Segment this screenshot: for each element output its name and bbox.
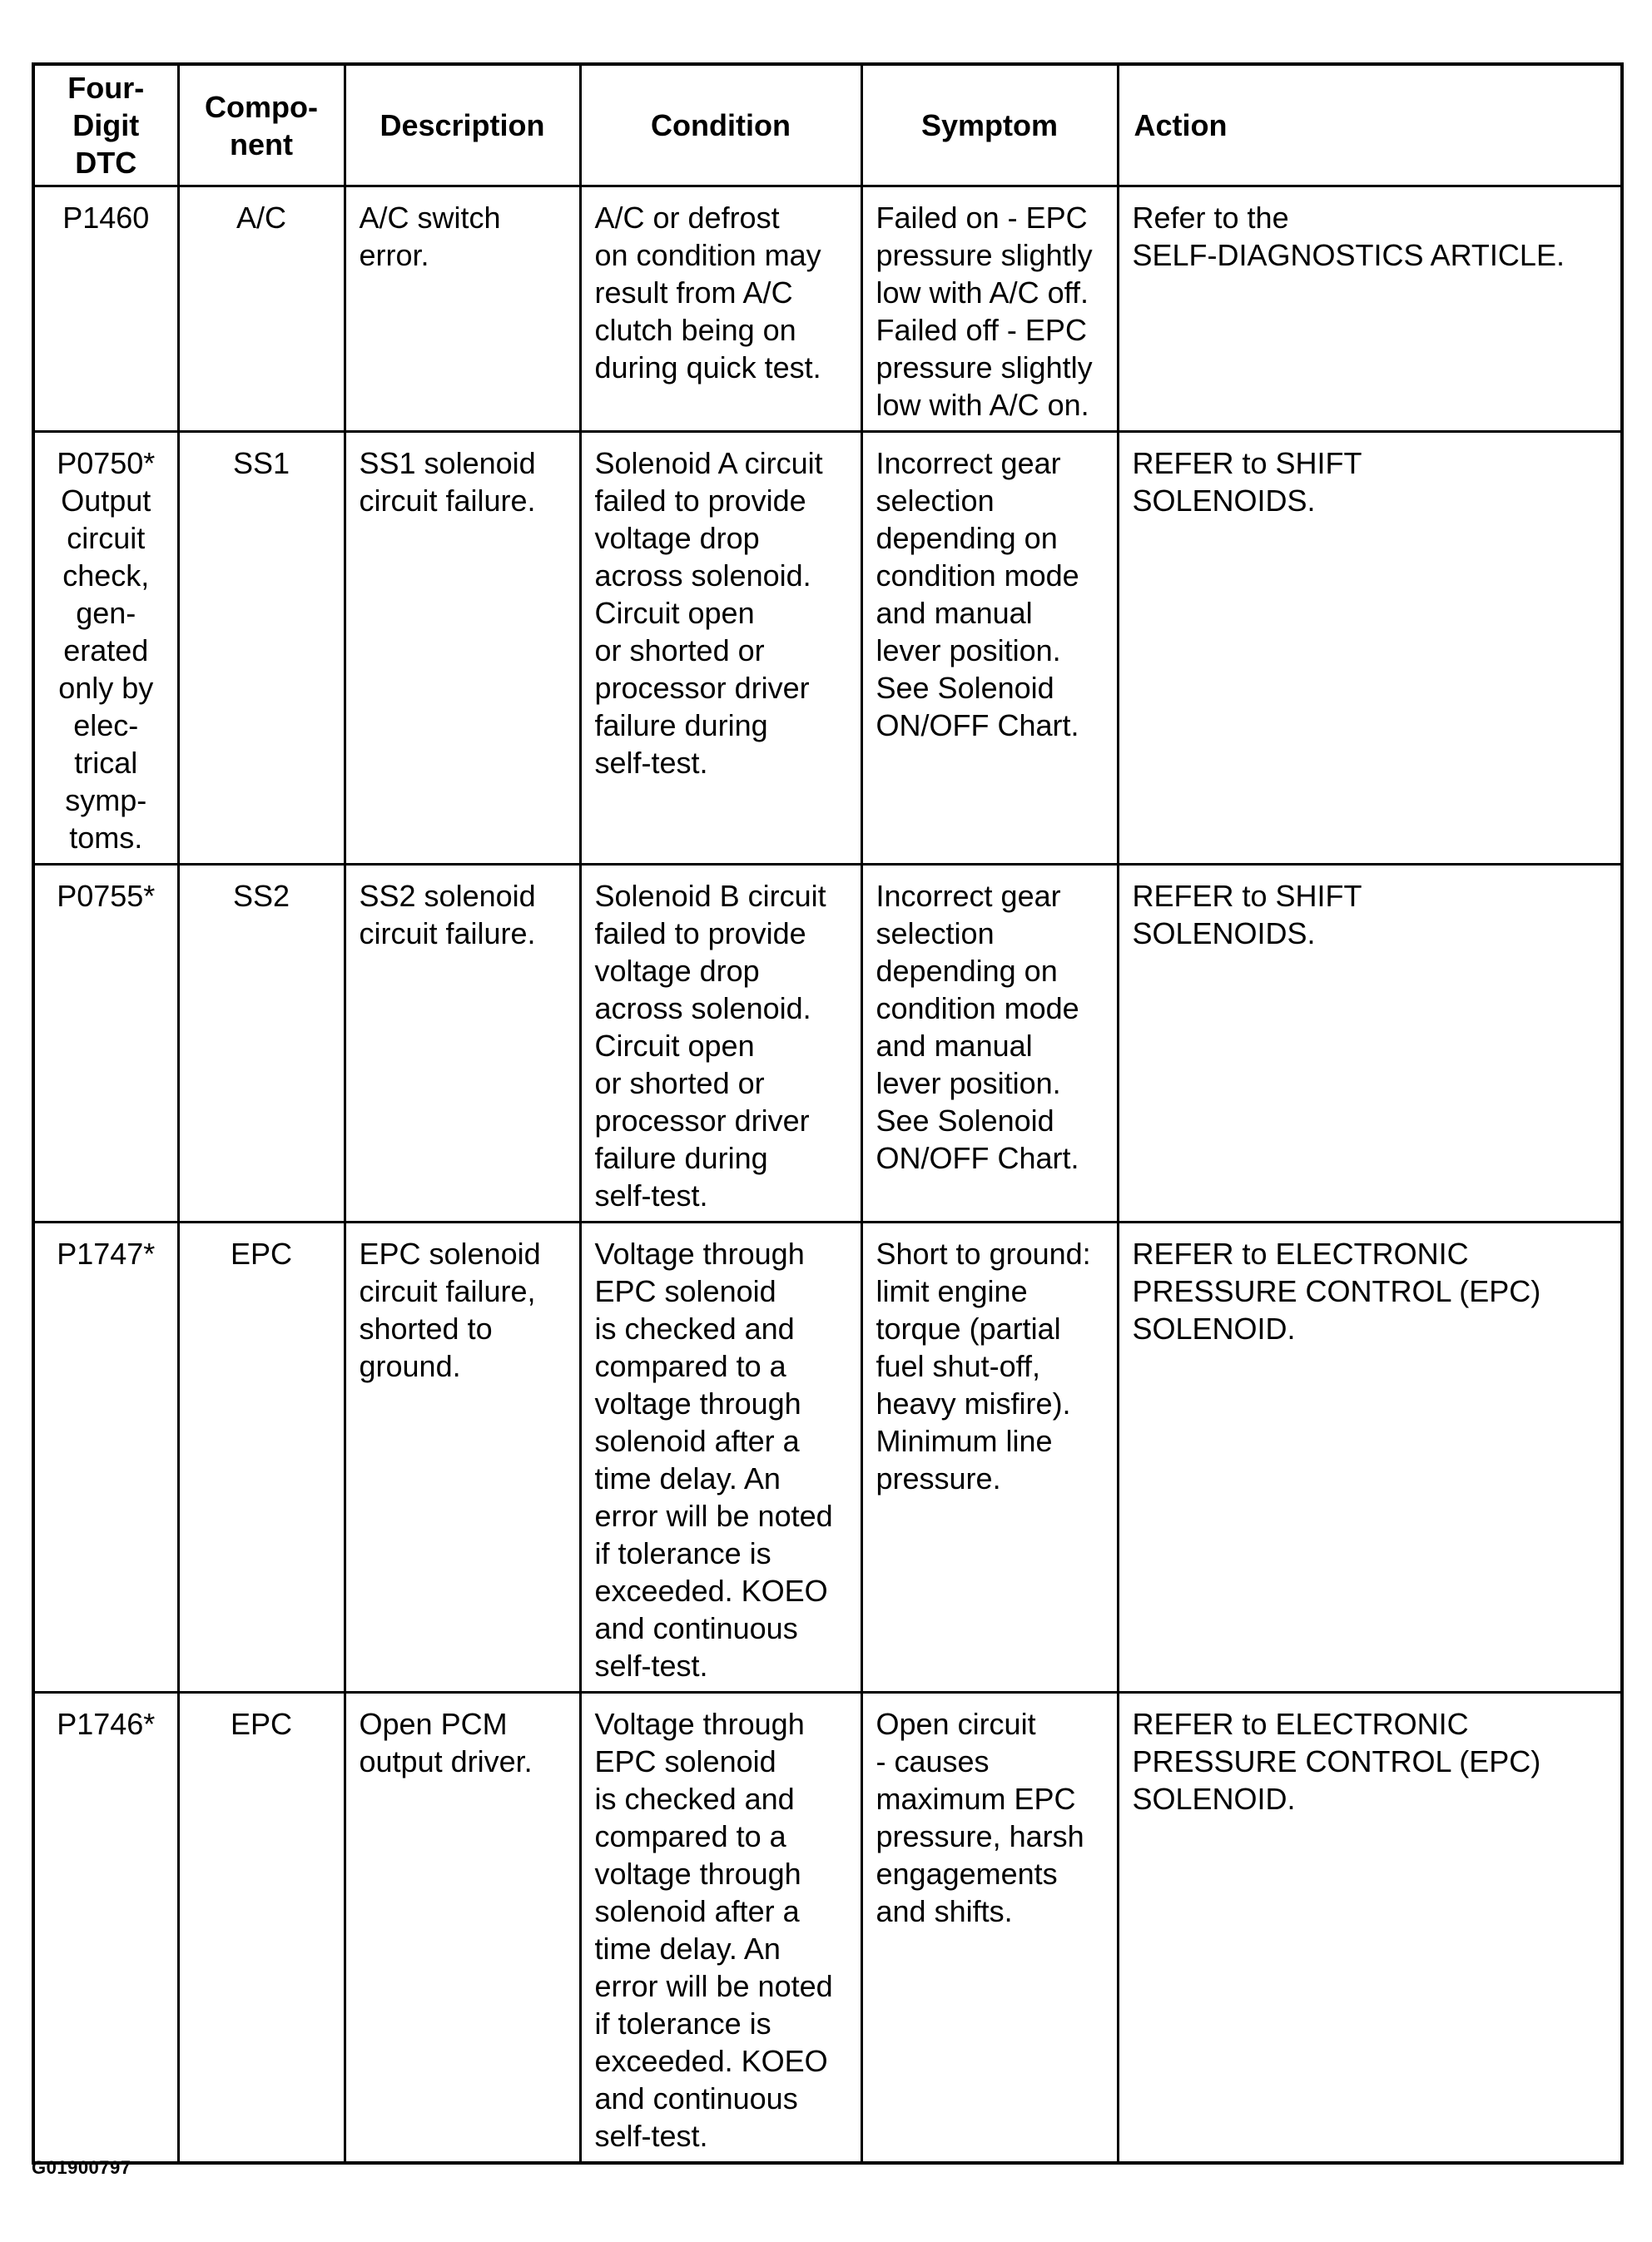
cell-line: SELF-DIAGNOSTICS ARTICLE.: [1132, 238, 1565, 272]
cell-line: self-test.: [594, 1178, 708, 1213]
cell-line: fuel shut-off,: [876, 1349, 1040, 1383]
cell-line: self-test.: [594, 2119, 708, 2153]
cell-line: SS1: [232, 446, 290, 480]
cell-line: only by: [58, 671, 154, 705]
cell-symptom: [861, 1223, 1118, 1693]
cell-description: [345, 1693, 580, 2164]
cell-line: compared to a: [594, 1349, 786, 1383]
cell-line: maximum EPC: [876, 1782, 1076, 1816]
cell-line: voltage drop: [594, 954, 760, 988]
cell-line: Minimum line: [876, 1424, 1053, 1458]
cell-line: toms.: [69, 821, 143, 855]
cell-line: Voltage through: [594, 1237, 805, 1271]
cell-line: P0755*: [57, 879, 156, 913]
cell-line: result from A/C: [594, 275, 793, 310]
cell-line: low with A/C on.: [876, 388, 1089, 422]
cell-condition: [580, 186, 861, 432]
table-row: [33, 865, 1622, 1223]
cell-line: circuit failure.: [359, 916, 536, 950]
cell-line: check,: [62, 558, 150, 593]
cell-line: EPC solenoid: [594, 1274, 776, 1308]
cell-line: elec-: [73, 708, 139, 742]
cell-line: across solenoid.: [594, 558, 811, 593]
cell-line: and continuous: [594, 1611, 798, 1645]
cell-line: self-test.: [594, 746, 708, 780]
cell-line: voltage drop: [594, 521, 760, 555]
cell-line: P0750*: [57, 446, 156, 480]
cell-line: Solenoid A circuit: [594, 446, 823, 480]
cell-symptom: [861, 1693, 1118, 2164]
cell-line: Solenoid B circuit: [594, 879, 826, 913]
cell-line: pressure, harsh: [876, 1819, 1084, 1853]
cell-line: EPC solenoid: [594, 1744, 776, 1778]
cell-line: SOLENOIDS.: [1132, 484, 1316, 518]
cell-line: pressure slightly: [876, 350, 1093, 384]
cell-line: A/C or defrost: [594, 201, 780, 235]
cell-line: A/C: [236, 201, 286, 235]
cell-line: lever position.: [876, 1066, 1061, 1100]
cell-component: [178, 865, 345, 1223]
cell-line: or shorted or: [594, 1066, 765, 1100]
cell-line: if tolerance is: [594, 2006, 771, 2041]
cell-line: See Solenoid: [876, 1104, 1054, 1138]
header-action: Action: [1118, 64, 1622, 186]
cell-line: selection: [876, 916, 995, 950]
cell-line: REFER to ELECTRONIC: [1132, 1707, 1469, 1741]
cell-condition: [580, 432, 861, 865]
cell-line: lever position.: [876, 633, 1061, 667]
cell-component: [178, 186, 345, 432]
cell-dtc: [33, 432, 178, 865]
cell-component: [178, 1693, 345, 2164]
cell-line: or shorted or: [594, 633, 765, 667]
cell-line: time delay. An: [594, 1932, 781, 1966]
table-body: [33, 186, 1622, 2164]
cell-symptom: [861, 432, 1118, 865]
cell-line: pressure slightly: [876, 238, 1093, 272]
cell-component: [178, 432, 345, 865]
cell-line: depending on: [876, 521, 1058, 555]
cell-line: across solenoid.: [594, 991, 811, 1025]
cell-line: limit engine: [876, 1274, 1028, 1308]
cell-line: clutch being on: [594, 313, 796, 347]
cell-line: Circuit open: [594, 596, 755, 630]
cell-line: See Solenoid: [876, 671, 1054, 705]
cell-condition: [580, 865, 861, 1223]
cell-line: SOLENOIDS.: [1132, 916, 1316, 950]
cell-line: is checked and: [594, 1782, 795, 1816]
cell-line: REFER to SHIFT: [1132, 446, 1362, 480]
header-row: [33, 64, 1622, 186]
cell-line: Circuit open: [594, 1029, 755, 1063]
cell-line: failed to provide: [594, 484, 806, 518]
cell-line: P1747*: [57, 1237, 156, 1271]
cell-line: - causes: [876, 1744, 990, 1778]
cell-dtc: [33, 186, 178, 432]
dtc-table: [32, 62, 1624, 2165]
cell-line: gen-: [76, 596, 136, 630]
cell-line: condition mode: [876, 558, 1079, 593]
cell-line: and shifts.: [876, 1894, 1013, 1928]
cell-line: PRESSURE CONTROL (EPC): [1132, 1274, 1541, 1308]
cell-line: processor driver: [594, 1104, 810, 1138]
cell-line: and manual: [876, 1029, 1033, 1063]
cell-line: failed to provide: [594, 916, 806, 950]
table-row: [33, 432, 1622, 865]
cell-line: circuit: [67, 521, 146, 555]
cell-line: symp-: [65, 783, 147, 817]
figure-id: G01900797: [32, 2157, 131, 2178]
cell-line: Open circuit: [876, 1707, 1036, 1741]
cell-line: on condition may: [594, 238, 821, 272]
cell-line: SS2: [232, 879, 290, 913]
table-row: [33, 1223, 1622, 1693]
cell-symptom: [861, 186, 1118, 432]
header-condition: Condition: [580, 64, 861, 186]
cell-line: circuit failure,: [359, 1274, 536, 1308]
cell-line: Incorrect gear: [876, 879, 1061, 913]
cell-line: Failed on - EPC: [876, 201, 1088, 235]
cell-action: [1118, 865, 1622, 1223]
cell-line: is checked and: [594, 1312, 795, 1346]
cell-line: P1746*: [57, 1707, 156, 1741]
cell-line: REFER to ELECTRONIC: [1132, 1237, 1469, 1271]
cell-line: failure during: [594, 708, 768, 742]
cell-line: SOLENOID.: [1132, 1312, 1296, 1346]
cell-line: error will be noted: [594, 1969, 833, 2003]
cell-line: ground.: [359, 1349, 461, 1383]
cell-line: torque (partial: [876, 1312, 1061, 1346]
cell-line: selection: [876, 484, 995, 518]
table-row: [33, 186, 1622, 432]
header-description: Description: [345, 64, 580, 186]
cell-line: low with A/C off.: [876, 275, 1089, 310]
cell-condition: [580, 1223, 861, 1693]
cell-line: Short to ground:: [876, 1237, 1091, 1271]
cell-line: and manual: [876, 596, 1033, 630]
cell-line: erated: [63, 633, 149, 667]
cell-line: error will be noted: [594, 1499, 833, 1533]
cell-line: and continuous: [594, 2081, 798, 2116]
cell-description: [345, 1223, 580, 1693]
cell-action: [1118, 186, 1622, 432]
cell-line: trical: [74, 746, 138, 780]
cell-line: solenoid after a: [594, 1424, 800, 1458]
cell-line: Refer to the: [1132, 201, 1289, 235]
cell-line: output driver.: [359, 1744, 533, 1778]
cell-line: ON/OFF Chart.: [876, 708, 1079, 742]
cell-line: voltage through: [594, 1386, 801, 1421]
header-dtc: Four- Digit DTC: [33, 64, 178, 186]
cell-line: SS1 solenoid: [359, 446, 536, 480]
cell-description: [345, 186, 580, 432]
cell-line: pressure.: [876, 1461, 1001, 1495]
cell-line: error.: [359, 238, 429, 272]
cell-line: exceeded. KOEO: [594, 2044, 828, 2078]
header-symptom: Symptom: [861, 64, 1118, 186]
cell-line: solenoid after a: [594, 1894, 800, 1928]
cell-line: SOLENOID.: [1132, 1782, 1296, 1816]
cell-dtc: [33, 1693, 178, 2164]
cell-line: Incorrect gear: [876, 446, 1061, 480]
cell-line: self-test.: [594, 1649, 708, 1683]
cell-line: shorted to: [359, 1312, 493, 1346]
cell-line: ON/OFF Chart.: [876, 1141, 1079, 1175]
cell-description: [345, 865, 580, 1223]
cell-dtc: [33, 865, 178, 1223]
cell-line: A/C switch: [359, 201, 501, 235]
cell-line: circuit failure.: [359, 484, 536, 518]
cell-line: Voltage through: [594, 1707, 805, 1741]
cell-line: Failed off - EPC: [876, 313, 1087, 347]
cell-line: condition mode: [876, 991, 1079, 1025]
cell-line: PRESSURE CONTROL (EPC): [1132, 1744, 1541, 1778]
cell-line: processor driver: [594, 671, 810, 705]
cell-action: [1118, 1223, 1622, 1693]
cell-line: EPC: [230, 1707, 293, 1741]
cell-line: depending on: [876, 954, 1058, 988]
cell-line: compared to a: [594, 1819, 786, 1853]
cell-line: voltage through: [594, 1857, 801, 1891]
cell-description: [345, 432, 580, 865]
cell-line: EPC solenoid: [359, 1237, 541, 1271]
cell-line: Open PCM: [359, 1707, 508, 1741]
cell-symptom: [861, 865, 1118, 1223]
cell-component: [178, 1223, 345, 1693]
cell-line: engagements: [876, 1857, 1058, 1891]
cell-line: EPC: [230, 1237, 293, 1271]
cell-action: [1118, 432, 1622, 865]
cell-line: during quick test.: [594, 350, 821, 384]
header-component: Compo- nent: [178, 64, 345, 186]
cell-line: if tolerance is: [594, 1536, 771, 1570]
cell-line: REFER to SHIFT: [1132, 879, 1362, 913]
cell-line: time delay. An: [594, 1461, 781, 1495]
cell-line: heavy misfire).: [876, 1386, 1071, 1421]
cell-line: failure during: [594, 1141, 768, 1175]
cell-line: SS2 solenoid: [359, 879, 536, 913]
cell-dtc: [33, 1223, 178, 1693]
cell-action: [1118, 1693, 1622, 2164]
cell-line: exceeded. KOEO: [594, 1574, 828, 1608]
cell-line: Output: [61, 484, 151, 518]
table-row: [33, 1693, 1622, 2164]
cell-condition: [580, 1693, 861, 2164]
cell-line: P1460: [62, 201, 150, 235]
